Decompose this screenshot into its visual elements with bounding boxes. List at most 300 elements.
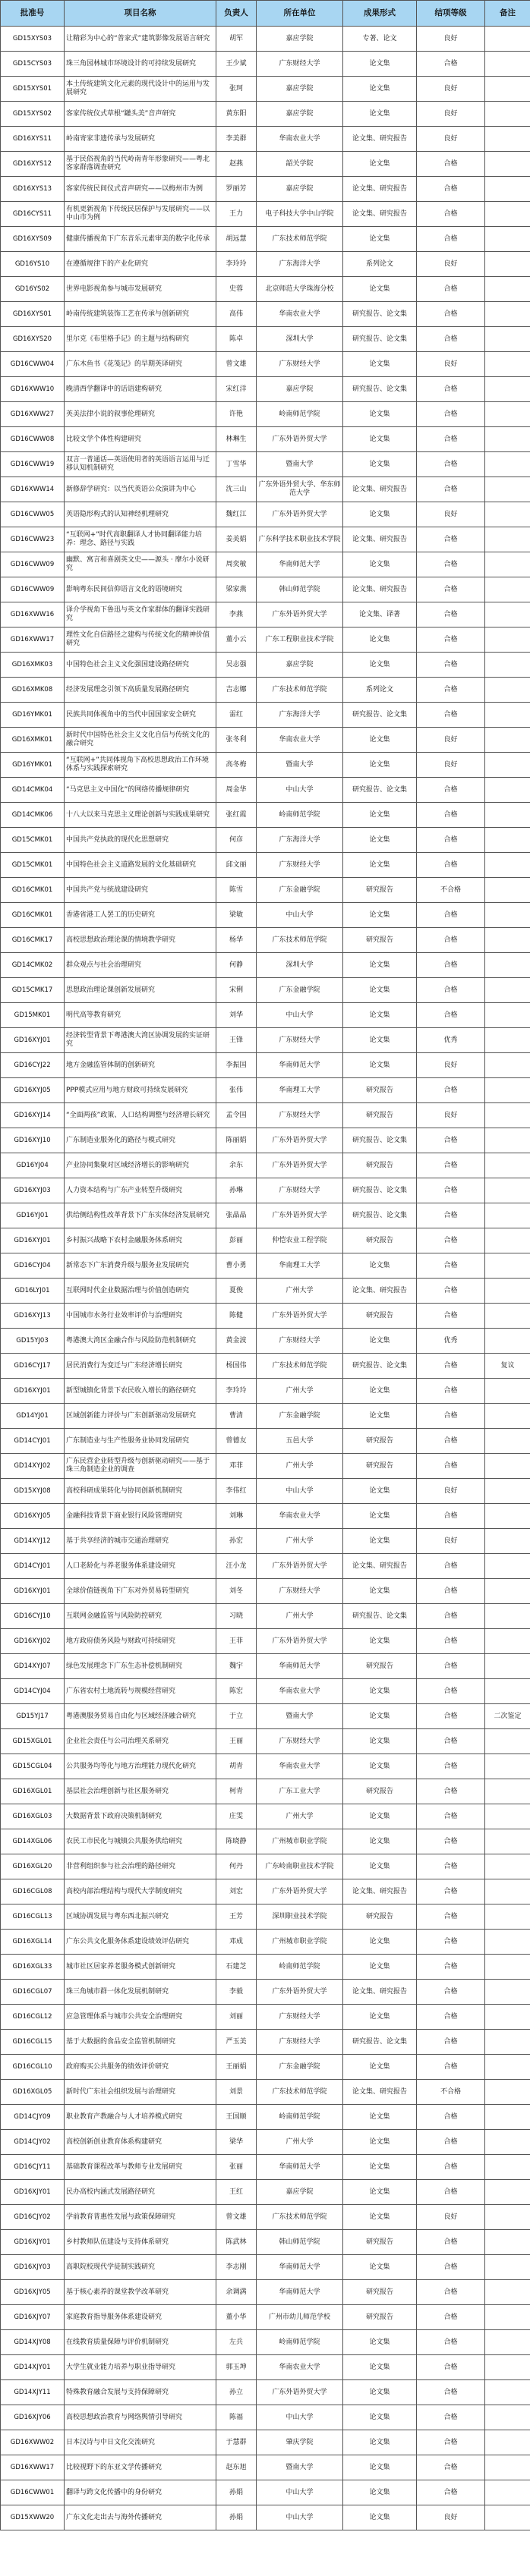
project-name-cell: 基于核心素养的课堂教学改革研究 <box>65 2280 216 2305</box>
result-form-cell: 论文集、研究报告 <box>343 1279 417 1304</box>
remark-cell <box>485 1529 530 1554</box>
result-form-cell: 论文集 <box>343 828 417 853</box>
unit-cell: 广东海洋大学 <box>257 828 343 853</box>
unit-cell: 广东技术师范学院 <box>257 2080 343 2105</box>
unit-cell: 广州大学 <box>257 2130 343 2155</box>
grade-cell: 合格 <box>417 1704 485 1729</box>
unit-cell: 广州城市职业学院 <box>257 1930 343 1955</box>
person-cell: 史蓉 <box>216 277 257 302</box>
table-row <box>1 1554 530 1579</box>
grade-cell: 合格 <box>417 1879 485 1904</box>
approval-number-cell: GD16XGL01 <box>1 1779 65 1804</box>
table-row <box>1 2355 530 2380</box>
unit-cell: 韩山师范学院 <box>257 2230 343 2255</box>
table-row <box>1 2180 530 2205</box>
table-row <box>1 2230 530 2255</box>
remark-cell <box>485 1504 530 1529</box>
grade-cell: 合格 <box>417 1203 485 1228</box>
grade-cell: 优秀 <box>417 1329 485 1354</box>
project-name-cell: 中国共产党执政的现代化思想研究 <box>65 828 216 853</box>
result-form-cell: 研究报告 <box>343 1429 417 1454</box>
project-name-cell: 学前教育普惠性发展与政策保障研究 <box>65 2205 216 2230</box>
approval-number-cell: GD16XWW16 <box>1 602 65 627</box>
remark-cell <box>485 2030 530 2055</box>
table-row <box>1 1003 530 1028</box>
approval-number-cell: GD16CGL13 <box>1 1904 65 1930</box>
result-form-cell: 研究报告 <box>343 1153 417 1178</box>
remark-cell <box>485 402 530 427</box>
result-form-cell: 论文集 <box>343 1754 417 1779</box>
result-form-cell: 论文集 <box>343 2505 417 2530</box>
person-cell: 习晓 <box>216 1604 257 1629</box>
grade-cell: 合格 <box>417 1854 485 1879</box>
unit-cell: 岭南师范学院 <box>257 803 343 828</box>
result-form-cell: 论文集、研究报告 <box>343 1879 417 1904</box>
remark-cell <box>485 1479 530 1504</box>
person-cell: 王芳 <box>216 1904 257 1930</box>
approval-number-cell: GD16YS02 <box>1 277 65 302</box>
person-cell: 柯青 <box>216 1779 257 1804</box>
grade-cell: 优秀 <box>417 1028 485 1053</box>
table-row <box>1 1879 530 1904</box>
remark-cell <box>485 653 530 678</box>
project-name-cell: 高职院校现代学徒制实践研究 <box>65 2255 216 2280</box>
grade-cell: 合格 <box>417 2005 485 2030</box>
table-row <box>1 978 530 1003</box>
grade-cell: 合格 <box>417 2280 485 2305</box>
table-row <box>1 577 530 602</box>
project-name-cell: 群众观点与社会治理研究 <box>65 953 216 978</box>
unit-cell: 广东岭南职业技术学院 <box>257 1854 343 1879</box>
remark-cell <box>485 1178 530 1203</box>
result-form-cell: 论文集 <box>343 2405 417 2430</box>
person-cell: 孙立 <box>216 2380 257 2405</box>
table-row <box>1 52 530 77</box>
grade-cell: 合格 <box>417 2230 485 2255</box>
project-name-cell: 晚清西学翻译中的话语建构研究 <box>65 377 216 402</box>
table-row <box>1 352 530 377</box>
table-row <box>1 1930 530 1955</box>
project-name-cell: 思想政治理论课创新发展研究 <box>65 978 216 1003</box>
unit-cell: 岭南师范学院 <box>257 2330 343 2355</box>
project-name-cell: 家庭教育指导服务体系建设研究 <box>65 2305 216 2330</box>
remark-cell <box>485 1754 530 1779</box>
remark-cell <box>485 2280 530 2305</box>
unit-cell: 广东外语外贸大学 <box>257 502 343 527</box>
project-name-cell: 经济转型背景下粤港澳大湾区协调发展的实证研究 <box>65 1028 216 1053</box>
table-row <box>1 302 530 327</box>
remark-cell <box>485 2205 530 2230</box>
unit-cell: 华南农业大学 <box>257 302 343 327</box>
table-row <box>1 828 530 853</box>
project-name-cell: 广东省农村土地流转与规模经营研究 <box>65 1679 216 1704</box>
remark-cell <box>485 903 530 928</box>
result-form-cell: 研究报告 <box>343 2280 417 2305</box>
remark-cell <box>485 778 530 803</box>
unit-cell: 广州市幼儿师范学校 <box>257 2305 343 2330</box>
unit-cell: 华南农业大学 <box>257 2355 343 2380</box>
table-row <box>1 1754 530 1779</box>
remark-cell <box>485 52 530 77</box>
approval-number-cell: GD16CWW23 <box>1 527 65 552</box>
remark-cell <box>485 527 530 552</box>
remark-cell <box>485 1404 530 1429</box>
remark-cell <box>485 2155 530 2180</box>
grade-cell: 良好 <box>417 1479 485 1504</box>
remark-cell <box>485 2380 530 2405</box>
unit-cell: 广州大学 <box>257 1454 343 1479</box>
person-cell: 夏俊 <box>216 1279 257 1304</box>
unit-cell: 韩山师范学院 <box>257 577 343 602</box>
table-row <box>1 1279 530 1304</box>
header-approval-number: 批准号 <box>1 1 65 27</box>
person-cell: 彭丽 <box>216 1228 257 1253</box>
project-name-cell: 地方政府债务风险与财政可持续研究 <box>65 1629 216 1654</box>
person-cell: 石建芝 <box>216 1955 257 1980</box>
remark-cell <box>485 327 530 352</box>
result-form-cell: 论文集 <box>343 2330 417 2355</box>
result-form-cell: 论文集 <box>343 1003 417 1028</box>
person-cell: 于慧群 <box>216 2430 257 2455</box>
approval-number-cell: GD14XYJ12 <box>1 1529 65 1554</box>
approval-number-cell: GD16CMK01 <box>1 878 65 903</box>
project-name-cell: 珠三角园林城市环境设计的可持续发展研究 <box>65 52 216 77</box>
table-row <box>1 2405 530 2430</box>
grade-cell: 合格 <box>417 1829 485 1854</box>
remark-cell <box>485 1103 530 1128</box>
project-name-cell: 译介学视角下鲁迅与英文作家群体的翻译实践研究 <box>65 602 216 627</box>
table-row <box>1 1704 530 1729</box>
person-cell: 曹小勇 <box>216 1253 257 1279</box>
approval-number-cell: GD16XYJ01 <box>1 1379 65 1404</box>
table-row <box>1 552 530 577</box>
approval-number-cell: GD16CGL15 <box>1 2030 65 2055</box>
table-row <box>1 477 530 502</box>
approval-number-cell: GD16CWW04 <box>1 352 65 377</box>
grade-cell: 不合格 <box>417 2080 485 2105</box>
grade-cell: 合格 <box>417 327 485 352</box>
table-row <box>1 753 530 778</box>
table-row <box>1 2455 530 2480</box>
grade-cell: 合格 <box>417 1554 485 1579</box>
result-form-cell: 论文集 <box>343 402 417 427</box>
project-name-cell: 地方金融监管体制的创新研究 <box>65 1053 216 1078</box>
grade-cell: 合格 <box>417 552 485 577</box>
result-form-cell: 论文集 <box>343 1829 417 1854</box>
person-cell: 许艳 <box>216 402 257 427</box>
header-project-name: 项目名称 <box>65 1 216 27</box>
remark-cell <box>485 1980 530 2005</box>
remark-cell <box>485 1554 530 1579</box>
unit-cell: 华南农业大学 <box>257 1679 343 1704</box>
table-row <box>1 1779 530 1804</box>
approval-number-cell: GD16XWW14 <box>1 477 65 502</box>
table-row <box>1 27 530 52</box>
approval-number-cell: GD16XWW10 <box>1 377 65 402</box>
person-cell: 宋俐 <box>216 978 257 1003</box>
table-row <box>1 1354 530 1379</box>
unit-cell: 岭南师范学院 <box>257 2105 343 2130</box>
unit-cell: 广东海洋大学 <box>257 703 343 728</box>
table-row <box>1 1153 530 1178</box>
approval-number-cell: GD16XYJ05 <box>1 1504 65 1529</box>
unit-cell: 华南农业大学 <box>257 127 343 152</box>
grade-cell: 合格 <box>417 1804 485 1829</box>
table-row <box>1 1729 530 1754</box>
approval-number-cell: GD16CWW05 <box>1 502 65 527</box>
approval-number-cell: GD16XWW27 <box>1 402 65 427</box>
table-row <box>1 527 530 552</box>
table-row <box>1 703 530 728</box>
table-row <box>1 427 530 452</box>
grade-cell: 合格 <box>417 1604 485 1629</box>
project-name-cell: 民办高校内涵式发展路径研究 <box>65 2180 216 2205</box>
table-row <box>1 803 530 828</box>
unit-cell: 广东科学技术职业技术学院 <box>257 527 343 552</box>
unit-cell: 广州城市职业学院 <box>257 1829 343 1854</box>
table-row <box>1 1178 530 1203</box>
person-cell: 李玲玲 <box>216 1379 257 1404</box>
project-name-cell: 绿色发展理念下广东生态补偿机制研究 <box>65 1654 216 1679</box>
project-name-cell: 乡村振兴战略下农村金融服务体系研究 <box>65 1228 216 1253</box>
person-cell: 李振国 <box>216 1053 257 1078</box>
approval-number-cell: GD15CYS03 <box>1 52 65 77</box>
person-cell: 黄金波 <box>216 1329 257 1354</box>
person-cell: 杨国伟 <box>216 1354 257 1379</box>
project-name-cell: 民族共同体视角中的当代中国国家安全研究 <box>65 703 216 728</box>
result-form-cell: 论文集、研究报告 <box>343 177 417 202</box>
table-row <box>1 2280 530 2305</box>
grade-cell: 合格 <box>417 1629 485 1654</box>
table-row <box>1 1404 530 1429</box>
project-name-cell: 新时代中国特色社会主义文化自信与传统文化的融合研究 <box>65 728 216 753</box>
project-name-cell: 中国共产党与统战建设研究 <box>65 878 216 903</box>
approval-number-cell: GD16XMK08 <box>1 678 65 703</box>
grade-cell: 合格 <box>417 1930 485 1955</box>
person-cell: 严玉美 <box>216 2030 257 2055</box>
remark-cell <box>485 1629 530 1654</box>
result-form-cell: 论文集 <box>343 728 417 753</box>
unit-cell: 广东财经大学 <box>257 2005 343 2030</box>
result-form-cell: 研究报告 <box>343 1228 417 1253</box>
unit-cell: 深圳职业技术学院 <box>257 1904 343 1930</box>
unit-cell: 北京师范大学珠海分校 <box>257 277 343 302</box>
project-name-cell: 公共服务均等化与地方治理能力现代化研究 <box>65 1754 216 1779</box>
result-form-cell: 研究报告 <box>343 1779 417 1804</box>
table-row <box>1 2380 530 2405</box>
approval-number-cell: GD16CJY02 <box>1 2205 65 2230</box>
person-cell: 何彦 <box>216 828 257 853</box>
remark-cell <box>485 678 530 703</box>
person-cell: 王锋 <box>216 1028 257 1053</box>
person-cell: 孙娟 <box>216 2480 257 2505</box>
table-row <box>1 2305 530 2330</box>
unit-cell: 电子科技大学中山学院 <box>257 202 343 227</box>
remark-cell <box>485 1078 530 1103</box>
remark-cell <box>485 2230 530 2255</box>
table-row <box>1 878 530 903</box>
person-cell: 张红霞 <box>216 803 257 828</box>
person-cell: 高冬梅 <box>216 753 257 778</box>
person-cell: 邱文丽 <box>216 853 257 878</box>
table-row <box>1 2255 530 2280</box>
project-name-cell: 比较文学个体性构建研究 <box>65 427 216 452</box>
remark-cell <box>485 1379 530 1404</box>
table-row <box>1 1304 530 1329</box>
project-name-cell: 基层社会治理创新与社区服务研究 <box>65 1779 216 1804</box>
person-cell: 王国顺 <box>216 2105 257 2130</box>
table-row <box>1 1379 530 1404</box>
unit-cell: 广东工业大学 <box>257 1779 343 1804</box>
approval-number-cell: GD14CYJ01 <box>1 1554 65 1579</box>
approval-number-cell: GD14YJ01 <box>1 1404 65 1429</box>
approval-number-cell: GD16XWW17 <box>1 627 65 653</box>
grade-cell: 合格 <box>417 377 485 402</box>
table-row <box>1 377 530 402</box>
person-cell: 陈晓静 <box>216 1829 257 1854</box>
result-form-cell: 论文集 <box>343 2155 417 2180</box>
unit-cell: 广东金融学院 <box>257 1404 343 1429</box>
project-name-cell: 企业社会责任与公司治理关系研究 <box>65 1729 216 1754</box>
project-name-cell: “互联网+”时代高职翻译人才协同翻译能力培养：理念、路径与实践 <box>65 527 216 552</box>
unit-cell: 华南师范大学 <box>257 2280 343 2305</box>
project-name-cell: “马克思主义中国化”的网络传播规律研究 <box>65 778 216 803</box>
approval-number-cell: GD14CMK04 <box>1 778 65 803</box>
result-form-cell: 研究报告、论文集 <box>343 327 417 352</box>
person-cell: 董小华 <box>216 2305 257 2330</box>
table-row <box>1 2055 530 2080</box>
unit-cell: 嘉应学院 <box>257 2180 343 2205</box>
table-row <box>1 1454 530 1479</box>
grade-cell: 合格 <box>417 2155 485 2180</box>
person-cell: 吴志强 <box>216 653 257 678</box>
grade-cell: 合格 <box>417 678 485 703</box>
table-row <box>1 1329 530 1354</box>
remark-cell <box>485 2305 530 2330</box>
approval-number-cell: GD15YJ17 <box>1 1704 65 1729</box>
result-form-cell: 研究报告 <box>343 1654 417 1679</box>
person-cell: 刘丽 <box>216 2005 257 2030</box>
project-name-cell: 广东木鱼书《花笺记》的早期英译研究 <box>65 352 216 377</box>
result-form-cell: 研究报告、论文集 <box>343 1128 417 1153</box>
grade-cell: 合格 <box>417 1379 485 1404</box>
table-row <box>1 1504 530 1529</box>
person-cell: 陈福 <box>216 2405 257 2430</box>
result-form-cell: 论文集 <box>343 853 417 878</box>
header-person-in-charge: 负责人 <box>216 1 257 27</box>
approval-number-cell: GD16XYJ02 <box>1 1629 65 1654</box>
table-row <box>1 2080 530 2105</box>
project-name-cell: 城市社区居家养老服务模式创新研究 <box>65 1955 216 1980</box>
grade-cell: 合格 <box>417 477 485 502</box>
remark-cell <box>485 2505 530 2530</box>
remark-cell <box>485 227 530 252</box>
approval-number-cell: GD14CMK06 <box>1 803 65 828</box>
table-row <box>1 177 530 202</box>
result-form-cell: 论文集 <box>343 52 417 77</box>
table-row <box>1 2005 530 2030</box>
unit-cell: 广州大学 <box>257 1529 343 1554</box>
result-form-cell: 研究报告、论文集 <box>343 302 417 327</box>
grade-cell: 合格 <box>417 1253 485 1279</box>
remark-cell <box>485 1203 530 1228</box>
unit-cell: 广东外语外贸大学 <box>257 1203 343 1228</box>
result-form-cell: 研究报告 <box>343 1103 417 1128</box>
person-cell: 余东 <box>216 1153 257 1178</box>
approval-number-cell: GD16CMK01 <box>1 903 65 928</box>
result-form-cell: 论文集 <box>343 2130 417 2155</box>
person-cell: 汪小龙 <box>216 1554 257 1579</box>
table-row <box>1 202 530 227</box>
unit-cell: 肇庆学院 <box>257 2430 343 2455</box>
grade-cell: 合格 <box>417 402 485 427</box>
grade-cell: 合格 <box>417 778 485 803</box>
grade-cell: 合格 <box>417 52 485 77</box>
unit-cell: 广东外语外贸大学 <box>257 1980 343 2005</box>
approval-number-cell: GD16XYJ03 <box>1 1178 65 1203</box>
person-cell: 张冬利 <box>216 728 257 753</box>
person-cell: 左兵 <box>216 2330 257 2355</box>
project-name-cell: 人口老龄化与养老服务体系建设研究 <box>65 1554 216 1579</box>
unit-cell: 广东财经大学 <box>257 853 343 878</box>
project-name-cell: 新修辞学研究：以当代英语公众演讲为中心 <box>65 477 216 502</box>
result-form-cell: 论文集 <box>343 2455 417 2480</box>
project-name-cell: 明代高等教育研究 <box>65 1003 216 1028</box>
grade-cell: 良好 <box>417 102 485 127</box>
project-name-cell: 广东民营企业转型升级与创新驱动研究——基于珠三角制造企业的调查 <box>65 1454 216 1479</box>
remark-cell <box>485 1829 530 1854</box>
grade-cell: 合格 <box>417 1354 485 1379</box>
project-name-cell: 双言一普通话—英语使用者的英语语言运用与迁移认知机制研究 <box>65 452 216 477</box>
unit-cell: 广东外语外贸大学 <box>257 1879 343 1904</box>
table-row <box>1 1654 530 1679</box>
result-form-cell: 论文集、研究报告 <box>343 527 417 552</box>
result-form-cell: 研究报告、论文集 <box>343 2030 417 2055</box>
unit-cell: 广东外语外贸大学、华东师范大学 <box>257 477 343 502</box>
approval-number-cell: GD16YS10 <box>1 252 65 277</box>
project-name-cell: 本土传统建筑文化元素的现代设计中的运用与发展研究 <box>65 77 216 102</box>
table-row <box>1 1679 530 1704</box>
approval-number-cell: GD16XYJ13 <box>1 1304 65 1329</box>
unit-cell: 广东金融学院 <box>257 978 343 1003</box>
result-form-cell: 论文集 <box>343 77 417 102</box>
table-row <box>1 502 530 527</box>
remark-cell <box>485 1454 530 1479</box>
unit-cell: 广州大学 <box>257 1604 343 1629</box>
project-name-cell: 高校思想政治教育与网络舆情引导研究 <box>65 2405 216 2430</box>
result-form-cell: 论文集 <box>343 502 417 527</box>
result-form-cell: 论文集 <box>343 2055 417 2080</box>
person-cell: 赵东旭 <box>216 2455 257 2480</box>
result-form-cell: 论文集 <box>343 1679 417 1704</box>
unit-cell: 岭南师范学院 <box>257 1955 343 1980</box>
project-name-cell: 金融科技背景下商业银行风险管理研究 <box>65 1504 216 1529</box>
unit-cell: 嘉应学院 <box>257 77 343 102</box>
unit-cell: 深圳大学 <box>257 327 343 352</box>
remark-cell <box>485 928 530 953</box>
project-name-cell: 大学生就业能力培养与职业指导研究 <box>65 2355 216 2380</box>
approval-number-cell: GD14XYJ07 <box>1 1654 65 1679</box>
project-name-cell: 中国特色社会主义道路发展的文化基础研究 <box>65 853 216 878</box>
result-form-cell: 论文集 <box>343 2105 417 2130</box>
project-name-cell: 健康传播视角下广东音乐元素审美的数字化传承 <box>65 227 216 252</box>
result-form-cell: 研究报告 <box>343 928 417 953</box>
unit-cell: 广东技术师范学院 <box>257 1354 343 1379</box>
unit-cell: 广东工程职业技术学院 <box>257 627 343 653</box>
approval-number-cell: GD14XJY11 <box>1 2380 65 2405</box>
table-row <box>1 1529 530 1554</box>
person-cell: 胡远慧 <box>216 227 257 252</box>
